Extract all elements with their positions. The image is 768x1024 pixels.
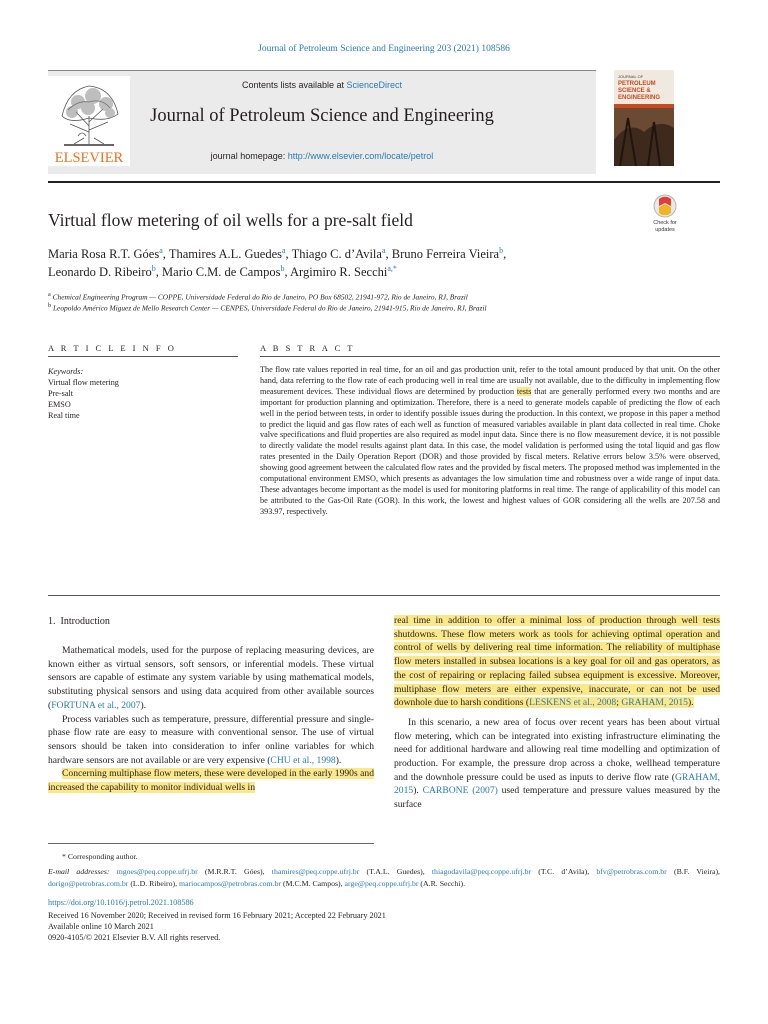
issn-copyright: 0920-4105/© 2021 Elsevier B.V. All rights reserved. — [48, 933, 221, 942]
keywords-list — [48, 366, 238, 421]
abstract-rule — [260, 356, 720, 357]
email-addresses — [48, 866, 720, 889]
citation-link[interactable]: FORTUNA et al., 2007 — [51, 699, 141, 711]
paragraph-text: ). — [335, 754, 342, 766]
abstract-heading: A B S T R A C T — [260, 343, 355, 353]
received-dates: Received 16 November 2020; Received in revised form 16 February 2021; Accepted 22 February 2021 — [48, 911, 386, 920]
author-affiliation-mark[interactable]: a — [281, 246, 286, 255]
email-label: E-mail addresses: — [48, 867, 110, 876]
paragraph-text: used temperature and pressure values measured by the surface — [394, 785, 720, 811]
keyword-item: Virtual flow metering — [48, 378, 119, 387]
cover-title-1: JOURNAL OF — [618, 74, 644, 79]
affiliation-text: Chemical Engineering Program — COPPE, Universidade Federal do Rio de Janeiro, PO Box 68502, 21941-972, Rio de Janeiro, RJ, Brazil — [52, 292, 468, 302]
author-name: Bruno Ferreira Vieira — [391, 247, 500, 262]
body-column-left — [48, 644, 374, 795]
email-owner: (T.A.L. Guedes), — [359, 867, 432, 876]
affiliation-mark: b — [48, 303, 52, 309]
contents-prefix: Contents lists available at — [241, 80, 347, 90]
author-affiliation-mark[interactable]: b — [499, 246, 504, 255]
paragraph — [394, 614, 720, 710]
email-owner: (T.C. d’Avila), — [531, 867, 597, 876]
cover-title-3: SCIENCE & — [618, 88, 651, 94]
homepage-link[interactable]: http://www.elsevier.com/locate/petrol — [287, 151, 434, 161]
email-owner: (A.R. Secchi). — [418, 878, 466, 888]
corresponding-author-note: * Corresponding author. — [62, 852, 138, 861]
affiliation-text: Leopoldo Américo Miguez de Mello Research Center — CENPES, Universidade Federal do Rio de Janeiro, 21941-915, Rio de Janeiro, RJ, Brazil — [52, 303, 487, 313]
citation-link[interactable]: GRAHAM, 2015 — [394, 771, 720, 797]
author-name: Argimiro R. Secchi — [290, 265, 388, 280]
author-affiliation-mark[interactable]: b — [280, 264, 285, 273]
contents-available-line — [48, 80, 596, 90]
highlighted-text: Concerning multiphase flow meters, these were developed in the early 1990s and increased the capability to monitor individual wells in — [48, 768, 374, 794]
abstract-text — [260, 365, 720, 518]
citation-link[interactable]: CARBONE (2007) — [422, 785, 498, 797]
author-line-1: Maria Rosa R.T. Góes$^a$, Thamires A.L. Guedes$^a$, Thiago C. d’Avila$^a$, Bruno Ferreira Vieira$^b$, — [48, 246, 507, 262]
abstract-part-2: that are generally performed every two months and are important for production planning and optimization. Therefore, there is a need to generate models capable of predicting the flow of each well in the period between tests, in order to identify possible issues during the production. In this context, we propose in this paper a method to predict the liquid and gas flow rates of each well as function of measured variables available in plant data collected in real time. Choke valve specifications and fluid properties are also required as model input data. Since there is no flow measurement device, it is not possible to directly validate the model results against plant data. In this case, the model validation is performed using the total liquid and gas flow rates presented in the Daily Operation Report (DOR) and those provided by fiscal meters. Relative errors below 3.5% were observed, showing good agreement between the calculated flow rates and the provided by fiscal meters. The proposed method was implemented in the computational environment EMSO, which presents as advantages the low simulation time and robustness over a wide range of input data. These advantages become important as the model is used for monitoring platforms in real time. The range of applicability of this model can be attributed to the Gas-Oil Rate (GOR). In this work, the lowest and highest values of GOR considering all the wells are 207.58 and 393.97, respectively. — [260, 386, 720, 516]
journal-citation[interactable]: Journal of Petroleum Science and Engineering 203 (2021) 108586 — [258, 44, 510, 54]
citation-link[interactable]: LESKENS et al., 2008 — [529, 697, 617, 709]
article-info-rule — [48, 356, 238, 357]
check-for-updates-badge[interactable] — [640, 193, 690, 233]
section-heading-introduction — [48, 616, 110, 627]
paragraph-text: Process variables such as temperature, pressure, differential pressure and single-phase flow rate are easy to measure with conventional sensor. The use of virtual sensors should be taken into consideration to infer online variables for which hardware sensors are not available or are very expensive ( — [48, 713, 374, 766]
check-updates-line2: updates — [655, 227, 675, 233]
email-owner: (M.C.M. Campos), — [281, 878, 345, 888]
affiliation-b — [48, 303, 487, 312]
author-name: Leonardo D. Ribeiro — [48, 265, 152, 280]
author-affiliation-mark[interactable]: a — [159, 246, 163, 255]
keyword-item: Pre-salt — [48, 389, 74, 398]
highlighted-text: real time in addition to offer a minimal loss of production through well tests shutdowns. These flow meters work as tools for achieving optimal operation and control of wells by delivering real time information. The reliability of multiphase flow meters installed in subsea locations is a key goal for oil and gas operators, as the cost of repairing or replacing failed subsea equipment is excessive. Moreover, multiphase flow meters are either expensive, inaccurate, or can not be used downhole due to harsh conditions ( — [394, 615, 720, 709]
elsevier-wordmark: ELSEVIER — [54, 150, 124, 166]
author-name: Thamires A.L. Guedes — [168, 247, 282, 262]
author-affiliation-mark[interactable]: b — [151, 264, 156, 273]
paragraph — [48, 713, 374, 768]
article-info-heading: A R T I C L E I N F O — [48, 343, 177, 353]
email-owner: (M.R.R.T. Góes), — [197, 867, 272, 876]
author-affiliation-mark[interactable]: a,* — [387, 264, 397, 273]
email-link[interactable]: thamires@peq.coppe.ufrj.br — [271, 867, 360, 876]
author-name: Thiago C. d’Avila — [291, 247, 382, 262]
section-number: 1. — [48, 616, 56, 627]
email-link[interactable]: arge@peq.coppe.ufrj.br — [344, 878, 419, 888]
email-link[interactable]: thiagodavila@peq.coppe.ufrj.br — [431, 867, 532, 876]
keywords-label: Keywords: — [48, 367, 84, 376]
available-online-date: Available online 10 March 2021 — [48, 922, 154, 931]
citation-link[interactable]: CHU et al., 1998 — [270, 754, 336, 766]
author-affiliation-mark[interactable]: a — [381, 246, 386, 255]
email-link[interactable]: mariocampos@petrobras.com.br — [179, 878, 282, 888]
paragraph-text: ). — [140, 699, 147, 711]
affiliation-mark: a — [48, 292, 51, 298]
check-updates-line1: Check for — [653, 220, 677, 226]
paragraph-text: Mathematical models, used for the purpose of replacing measuring devices, are known either as virtual sensors, soft sensors, or inferential models. These virtual sensors are capable of estimate any system variable by using mathematical models, substituting physical sensors and using data acquired from other available sources ( — [48, 645, 374, 711]
keyword-item: EMSO — [48, 400, 71, 409]
affiliation-a — [48, 292, 468, 301]
sciencedirect-link[interactable]: ScienceDirect — [346, 80, 403, 90]
paper-title: Virtual flow metering of oil wells for a pre-salt field — [48, 210, 413, 230]
paragraph — [394, 716, 720, 812]
paragraph — [48, 644, 374, 713]
cover-title-4: ENGINEERING — [618, 95, 661, 101]
journal-homepage-line — [48, 151, 596, 161]
body-column-right — [394, 614, 720, 812]
separator: ; — [616, 697, 622, 709]
paragraph-text: ). — [687, 697, 694, 709]
abstract-highlight: tests — [516, 386, 532, 396]
paragraph-text: In this scenario, a new area of focus over recent years has been about virtual flow metering, which can be integrated into existing infrastructure eliminating the need for additional hardware and allowing real time modelling and optimization of production. For example, the pressure drop across a choke, wellhead temperature and the downhole pressure could be used as inputs to derive flow rate ( — [394, 716, 720, 783]
author-name: Mario C.M. de Campos — [162, 265, 281, 280]
section-title: Introduction — [60, 616, 110, 627]
abstract-part-1: The flow rate values reported in real time, for an oil and gas production unit, refer to the total amount produced by that unit. On the other hand, data referring to the flow rate of each producing well in real time are usually not available, due to the difficulty in implementing flow measurement devices. These individual flows are determined by production — [260, 365, 720, 396]
homepage-prefix: journal homepage: — [210, 151, 288, 161]
doi-link[interactable]: https://doi.org/10.1016/j.petrol.2021.108586 — [48, 898, 194, 907]
journal-name: Journal of Petroleum Science and Engineering — [150, 106, 494, 126]
abstract-bottom-rule — [48, 595, 720, 596]
email-owner: (L.D. Ribeiro), — [128, 878, 180, 888]
header-bottom-rule — [48, 181, 720, 183]
paragraph-text: ). — [413, 785, 423, 797]
email-owner: (B.F. Vieira), — [666, 867, 720, 876]
keyword-item: Real time — [48, 411, 80, 420]
email-link[interactable]: bfv@petrobras.com.br — [596, 867, 667, 876]
author-name: Maria Rosa R.T. Góes — [48, 247, 160, 262]
email-link[interactable]: mgoes@peq.coppe.ufrj.br — [116, 867, 198, 876]
journal-cover-image[interactable] — [614, 70, 674, 166]
paragraph — [48, 767, 374, 794]
citation-link[interactable]: GRAHAM, 2015 — [621, 697, 688, 709]
email-link[interactable]: dorigo@petrobras.com.br — [48, 878, 129, 888]
header-divider — [48, 70, 596, 71]
cover-title-2: PETROLEUM — [618, 81, 656, 87]
author-line-2: Leonardo D. Ribeiro$^b$, Mario C.M. de Campos$^b$, Argimiro R. Secchi$^{a,*}$ — [48, 264, 397, 280]
footnote-rule — [48, 843, 374, 844]
